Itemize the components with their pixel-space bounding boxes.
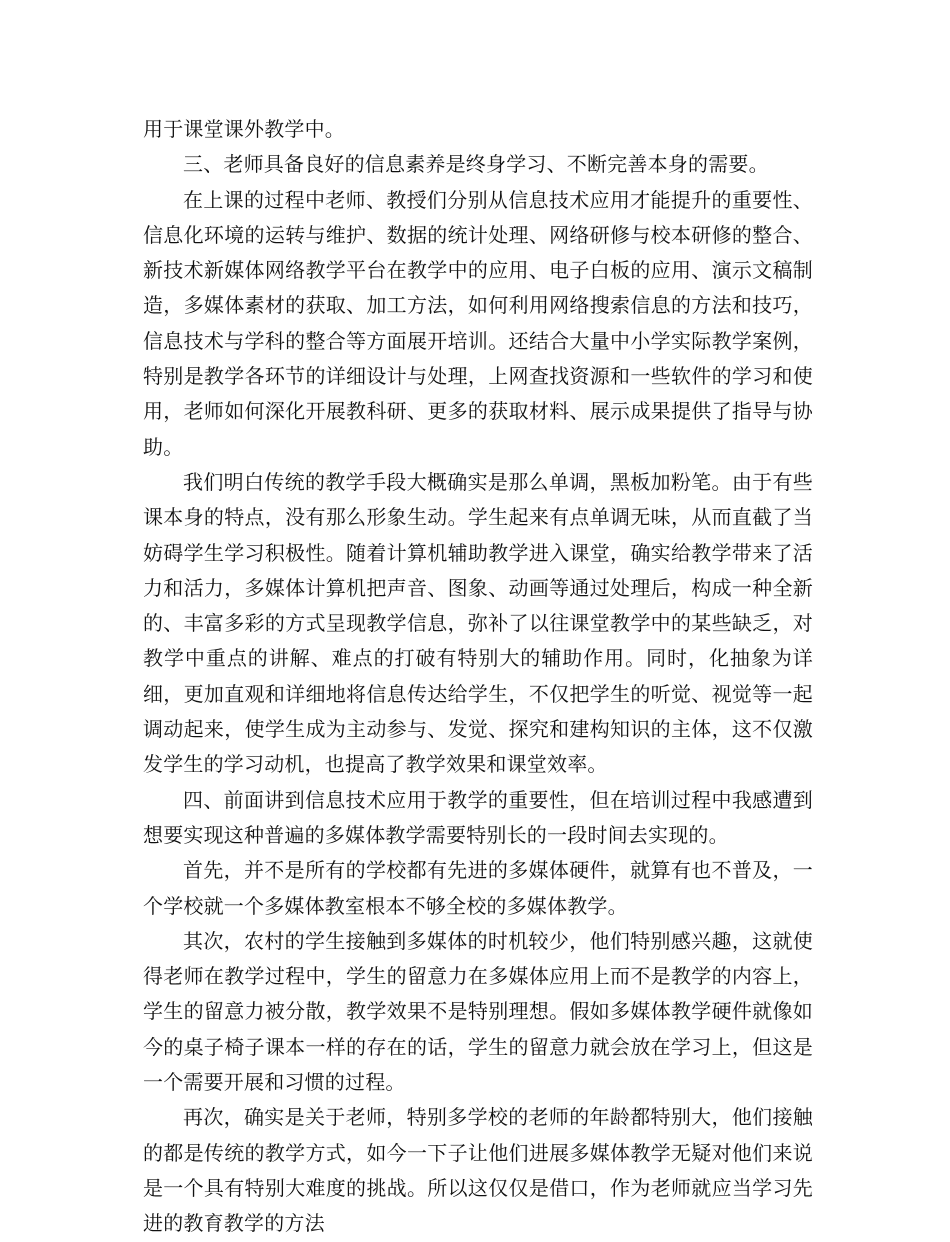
paragraph-section-four-heading: 四、前面讲到信息技术应用于教学的重要性，但在培训过程中我感遭到想要实现这种普遍的多媒体教学需要特别长的一段时间去实现的。	[143, 787, 813, 847]
paragraph-traditional-teaching: 我们明白传统的教学手段大概确实是那么单调，黑板加粉笔。由于有些课本身的特点，没有那么形象生动。学生起来有点单调无味，从而直截了当妨碍学生学习积极性。随着计算机辅助教学进入课堂，确实给教学带来了活力和活力，多媒体计算机把声音、图象、动画等通过处理后，构成一种全新的、丰富多彩的方式呈现教学信息，弥补了以往课堂教学中的某些缺乏，对教学中重点的讲解、难点的打破有特别大的辅助作用。同时，化抽象为详细，更加直观和详细地将信息传达给学生，不仅把学生的听觉、视觉等一起调动起来，使学生成为主动参与、发觉、探究和建构知识的主体，这不仅激发学生的学习动机，也提高了教学效果和课堂效率。	[143, 469, 813, 777]
document-body	[143, 112, 813, 1242]
paragraph-section-three-heading: 三、老师具备良好的信息素养是终身学习、不断完善本身的需要。	[183, 152, 769, 177]
paragraph-first-reason: 首先，并不是所有的学校都有先进的多媒体硬件，就算有也不普及，一个学校就一个多媒体教室根本不够全校的多媒体教学。	[143, 858, 813, 918]
paragraph-continuation: 用于课堂课外教学中。	[143, 117, 345, 141]
paragraph-training-content: 在上课的过程中老师、教授们分别从信息技术应用才能提升的重要性、信息化环境的运转与维护、数据的统计处理、网络研修与校本研修的整合、新技术新媒体网络教学平台在教学中的应用、电子白板的应用、演示文稿制造，多媒体素材的获取、加工方法，如何利用网络搜索信息的方法和技巧，信息技术与学科的整合等方面展开培训。还结合大量中小学实际教学案例，特别是教学各环节的详细设计与处理，上网查找资源和一些软件的学习和使用，老师如何深化开展教科研、更多的获取材料、展示成果提供了指导与协助。	[143, 187, 813, 459]
paragraph-second-reason: 其次，农村的学生接触到多媒体的时机较少，他们特别感兴趣，这就使得老师在教学过程中，学生的留意力在多媒体应用上而不是教学的内容上，学生的留意力被分散，教学效果不是特别理想。假如多媒体教学硬件就像如今的桌子椅子课本一样的存在的话，学生的留意力就会放在学习上，但这是一个需要开展和习惯的过程。	[143, 928, 813, 1095]
paragraph-third-reason: 再次，确实是关于老师，特别多学校的老师的年龄都特别大，他们接触的都是传统的教学方式，如今一下子让他们进展多媒体教学无疑对他们来说是一个具有特别大难度的挑战。所以这仅仅是借口，作为老师就应当学习先进的教育教学的方法	[143, 1105, 813, 1236]
